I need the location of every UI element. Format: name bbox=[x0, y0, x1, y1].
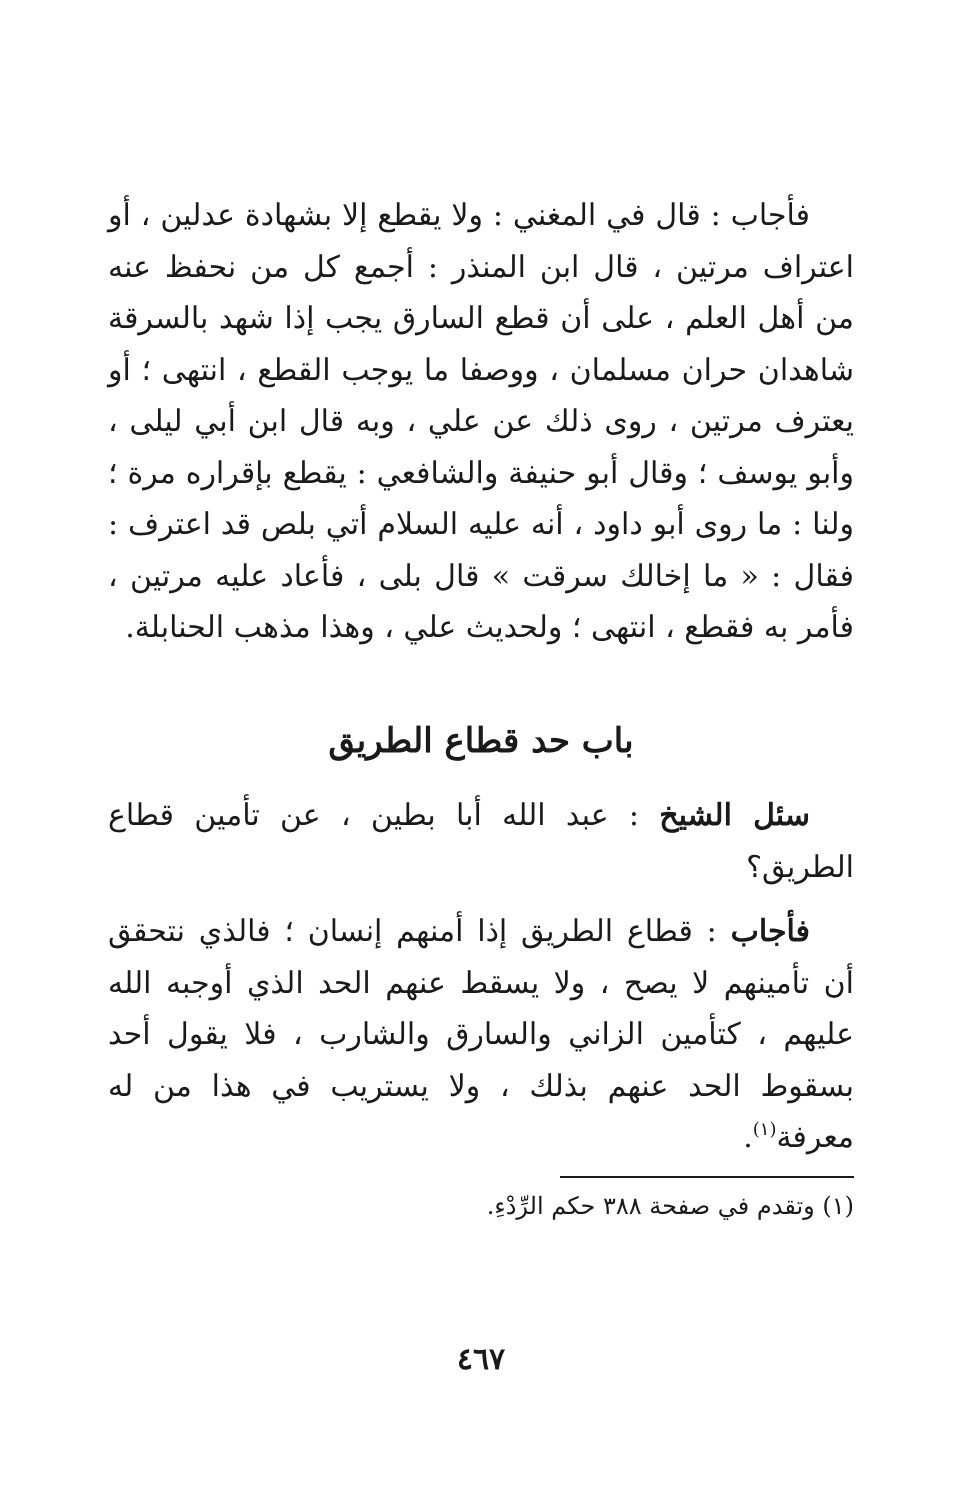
page-number: ٤٦٧ bbox=[456, 1342, 506, 1377]
paragraph-answer-theft bbox=[108, 190, 854, 654]
question-text: : عبد الله أبا بطين ، عن تأمين قطاع الطريق؟ bbox=[108, 798, 854, 885]
answer-end: . bbox=[743, 1120, 753, 1155]
paragraph-question bbox=[108, 790, 854, 893]
footnote-reference: (١) bbox=[752, 1119, 777, 1140]
answer-lead: فأجاب bbox=[730, 914, 810, 949]
footnote-divider bbox=[560, 1176, 854, 1178]
answer-text: : قطاع الطريق إذا أمنهم إنسان ؛ فالذي نتحقق أن تأمينهم لا يصح ، ولا يسقط عنهم الحد الذي أوجبه الله عليهم ، كتأمين الزاني والسارق والشارب ، فلا يقول أحد بسقوط الحد عنهم بذلك ، ولا يستريب في هذا من له معرفة bbox=[108, 914, 855, 1155]
question-lead: سئل الشيخ bbox=[659, 798, 810, 833]
paragraph-text: فأجاب : قال في المغني : ولا يقطع إلا بشهادة عدلين ، أو اعتراف مرتين ، قال ابن المنذر : أجمع كل من نحفظ عنه من أهل العلم ، على أن قطع السارق يجب إذا شهد بالسرقة شاهدان حران مسلمان ، ووصفا ما يوجب القطع ، انتهى ؛ أو يعترف مرتين ، روى ذلك عن علي ، وبه قال ابن أبي ليلى ، وأبو يوسف ؛ وقال أبو حنيفة والشافعي : يقطع بإقراره مرة ؛ ولنا : ما روى أبو داود ، أنه عليه السلام أتي بلص قد اعترف : فقال : « ما إخالك سرقت » قال بلى ، فأعاد عليه مرتين ، فأمر به فقطع ، انتهى ؛ ولحديث علي ، وهذا مذهب الحنابلة. bbox=[108, 198, 854, 645]
footnote: (١) وتقدم في صفحة ٣٨٨ حكم الرِّدْءِ. bbox=[486, 1192, 854, 1220]
section-heading: باب حد قطاع الطريق bbox=[328, 721, 634, 761]
paragraph-answer-highway bbox=[108, 906, 854, 1164]
